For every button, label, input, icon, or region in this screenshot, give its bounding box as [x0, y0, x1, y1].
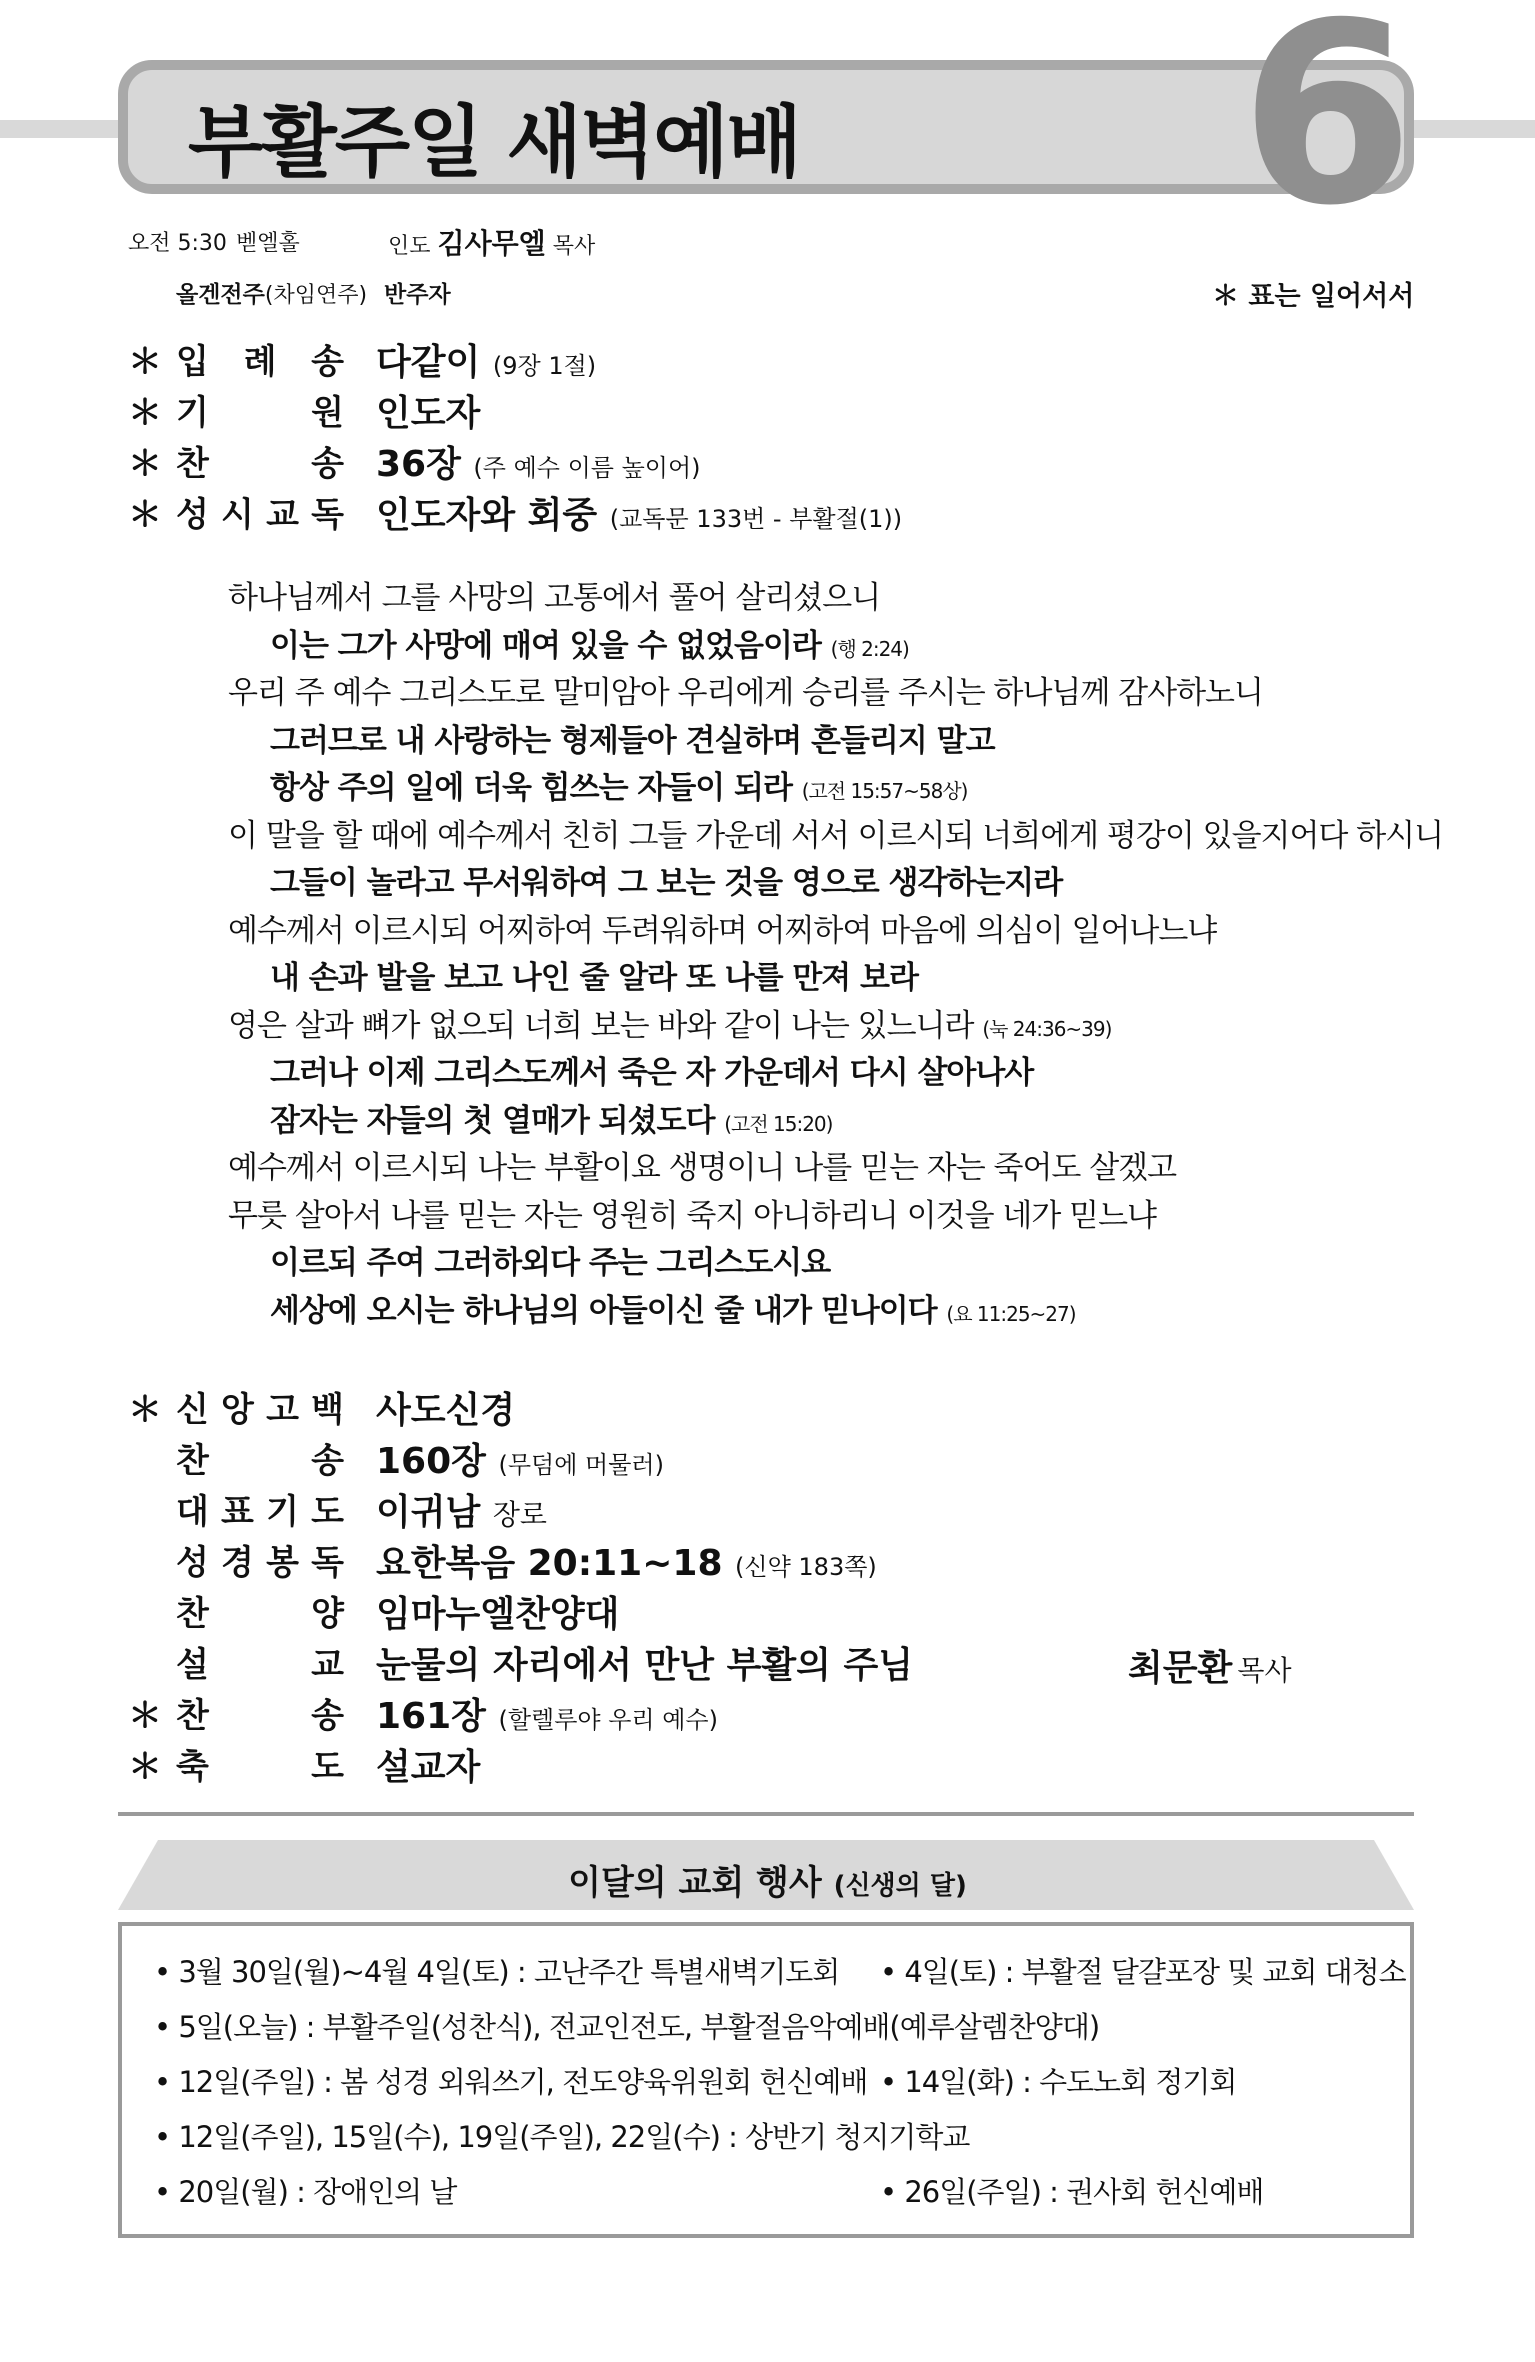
leader-title: 목사 [552, 234, 596, 259]
order-label-char: 고 [266, 1390, 299, 1430]
event-item: • 12일(주일) : 봄 성경 외워쓰기, 전도양육위원회 헌신예배 [154, 2065, 868, 2099]
order-value [376, 385, 480, 436]
standing-note: ＊ 표는 일어서서 [1212, 281, 1415, 312]
leader-name: 김사무엘 [437, 227, 546, 260]
order-label [176, 1688, 344, 1737]
order-label-char: 양 [311, 1594, 344, 1634]
order-label [176, 1586, 344, 1635]
header-line-right [1400, 120, 1535, 138]
standing-mark: ＊ [128, 1747, 162, 1787]
event-item: • 5일(오늘) : 부활주일(성찬식), 전교인전도, 부활절음악예배(예루살렘찬양대) [154, 2010, 1100, 2044]
organist-label: 올겐전주 [176, 282, 265, 308]
order-label [176, 1433, 344, 1482]
leader-role: 인도 [388, 234, 431, 259]
leader-line [228, 667, 1263, 712]
order-label-char: 시 [221, 495, 254, 535]
people-line [270, 715, 995, 760]
leader-line [228, 1000, 1111, 1045]
scripture-reference: (눅 24:36~39) [982, 1016, 1112, 1041]
accompanist-label: 반주자 [384, 282, 451, 308]
standing-mark: ＊ [128, 444, 162, 484]
order-label-char: 앙 [221, 1390, 254, 1430]
order-value-text: 161장 [376, 1696, 486, 1737]
order-label-char: 례 [243, 342, 277, 382]
order-label-char: 교 [266, 495, 299, 535]
event-item: • 4일(토) : 부활절 달걀포장 및 교회 대청소 [880, 1955, 1406, 1989]
leader-line [388, 222, 595, 262]
order-label-char: 기 [266, 1492, 299, 1532]
order-value [376, 1433, 664, 1484]
reading-text: 항상 주의 일에 더욱 힘쓰는 자들이 되라 [270, 770, 792, 806]
preacher [1128, 1640, 1292, 1691]
order-note: (9장 1절) [492, 352, 597, 380]
order-label-char: 입 [176, 342, 209, 382]
leader-line [228, 1190, 1156, 1235]
order-label-char: 송 [311, 444, 344, 484]
order-value [376, 1535, 877, 1586]
event-item: • 14일(화) : 수도노회 정기회 [880, 2065, 1237, 2099]
order-label-char: 기 [176, 393, 209, 433]
standing-mark: ＊ [128, 1696, 162, 1736]
order-value-text: 사도신경 [376, 1390, 516, 1431]
organist-note: (차임연주) [264, 283, 368, 308]
reading-text: 예수께서 이르시되 나는 부활이요 생명이니 나를 믿는 자는 죽어도 살겠고 [228, 1150, 1177, 1186]
order-value [376, 1739, 480, 1790]
standing-mark: ＊ [128, 342, 162, 382]
standing-mark: ＊ [128, 495, 162, 535]
reading-text: 이는 그가 사망에 매여 있을 수 없었음이라 [270, 627, 821, 664]
scripture-reference: (행 2:24) [830, 636, 909, 661]
order-value [376, 436, 701, 487]
scripture-reference: (고전 15:20) [724, 1111, 833, 1136]
reading-text: 그들이 놀라고 무서워하여 그 보는 것을 영으로 생각하는지라 [270, 865, 1063, 901]
scripture-reference: (고전 15:57~58상) [801, 779, 968, 803]
order-value [376, 1484, 547, 1535]
order-value-text: 눈물의 자리에서 만난 부활의 주님 [376, 1645, 913, 1686]
order-note: (교독문 133번 - 부활절(1)) [609, 505, 903, 533]
reading-text: 우리 주 예수 그리스도로 말미암아 우리에게 승리를 주시는 하나님께 감사하노니 [228, 675, 1263, 711]
people-line [270, 1237, 830, 1282]
leader-line [228, 1142, 1176, 1187]
order-note: (신약 183쪽) [735, 1553, 877, 1581]
events-subtitle: (신생의 달) [833, 1871, 967, 1901]
order-note: (주 예수 이름 높이어) [473, 454, 701, 482]
order-label [176, 1535, 344, 1584]
service-time: 오전 5:30 [128, 231, 227, 256]
order-label-char: 표 [221, 1492, 254, 1532]
order-label-char: 도 [311, 1492, 344, 1532]
reading-text: 세상에 오시는 하나님의 아들이신 줄 내가 믿나이다 [270, 1292, 937, 1329]
order-label-char: 독 [311, 1543, 344, 1583]
reading-text: 무릇 살아서 나를 믿는 자는 영원히 죽지 아니하리니 이것을 네가 믿느냐 [228, 1197, 1156, 1234]
leader-line [228, 810, 1443, 855]
page-title: 부활주일 새벽예배 [188, 98, 800, 188]
order-label-char: 설 [176, 1645, 209, 1685]
reading-text: 이르되 주여 그러하외다 주는 그리스도시요 [270, 1245, 831, 1281]
order-label-char: 봉 [266, 1543, 299, 1583]
order-value-text: 요한복음 20:11~18 [376, 1543, 723, 1584]
order-label-char: 축 [176, 1747, 209, 1787]
events-title-text: 이달의 교회 행사 [568, 1863, 822, 1903]
people-line [270, 1047, 1033, 1092]
order-value [376, 1382, 515, 1433]
people-line [270, 1095, 832, 1140]
leader-line [228, 572, 880, 617]
events-title [0, 1855, 1535, 1904]
order-label-char: 원 [311, 393, 344, 433]
people-line [270, 857, 1062, 902]
event-item: • 12일(주일), 15일(수), 19일(주일), 22일(수) : 상반기 청지기학교 [154, 2120, 970, 2154]
order-label-char: 찬 [176, 444, 209, 484]
order-label-char: 교 [311, 1645, 344, 1685]
order-label-char: 경 [221, 1543, 254, 1583]
order-value-text: 160장 [376, 1441, 486, 1482]
order-label-char: 백 [311, 1390, 344, 1430]
order-label-char: 도 [311, 1747, 344, 1787]
people-line [270, 620, 909, 665]
reading-text: 영은 살과 뼈가 없으되 너희 보는 바와 같이 나는 있느니라 [228, 1007, 974, 1044]
order-value-text: 다같이 [376, 342, 481, 383]
order-value [376, 334, 596, 385]
order-value-text: 인도자 [376, 393, 481, 434]
order-label-char: 대 [176, 1492, 209, 1532]
event-item: • 20일(월) : 장애인의 날 [154, 2175, 457, 2209]
preacher-title: 목사 [1237, 1654, 1292, 1687]
order-label [176, 1484, 344, 1533]
scripture-reference: (요 11:25~27) [946, 1301, 1076, 1326]
section-divider [118, 1812, 1414, 1816]
order-label-char: 송 [311, 342, 344, 382]
service-number: 6 [1240, 0, 1414, 260]
reading-text: 내 손과 발을 보고 나인 줄 알라 또 나를 만져 보라 [270, 960, 918, 996]
organist-line [176, 276, 367, 309]
order-value [376, 1586, 619, 1637]
reading-text: 잠자는 자들의 첫 열매가 되셨도다 [270, 1102, 715, 1139]
order-note: (무덤에 머물러) [498, 1451, 664, 1479]
event-item: • 26일(주일) : 권사회 헌신예배 [880, 2175, 1264, 2209]
order-label [176, 1637, 344, 1686]
service-place: 벧엘홀 [236, 231, 300, 256]
order-label-char: 찬 [176, 1594, 209, 1634]
order-label-char: 신 [176, 1390, 209, 1430]
order-value-text: 이귀남 [376, 1492, 481, 1533]
order-label-char: 독 [311, 495, 344, 535]
order-value-title: 장로 [492, 1498, 547, 1531]
order-value-text: 36장 [376, 444, 461, 485]
order-value-text: 설교자 [376, 1747, 481, 1788]
order-label-char: 찬 [176, 1696, 209, 1736]
people-line [270, 952, 918, 997]
order-label-char: 성 [176, 1543, 209, 1583]
order-label [176, 1739, 344, 1788]
order-label-char: 송 [311, 1441, 344, 1481]
order-label-char: 성 [176, 495, 209, 535]
order-label [176, 436, 344, 485]
standing-mark: ＊ [128, 1390, 162, 1430]
leader-line [228, 905, 1216, 950]
order-label [176, 385, 344, 434]
order-note: (할렐루야 우리 예수) [498, 1706, 718, 1734]
header-line-left [0, 120, 130, 138]
people-line [270, 762, 967, 807]
order-value [376, 1688, 718, 1739]
order-value-text: 임마누엘찬양대 [376, 1594, 620, 1635]
order-label-char: 송 [311, 1696, 344, 1736]
order-value [376, 1637, 913, 1688]
reading-text: 하나님께서 그를 사망의 고통에서 풀어 살리셨으니 [228, 580, 881, 616]
standing-mark: ＊ [128, 393, 162, 433]
reading-text: 예수께서 이르시되 어찌하여 두려워하며 어찌하여 마음에 의심이 일어나느냐 [228, 912, 1217, 949]
reading-text: 이 말을 할 때에 예수께서 친히 그들 가운데 서서 이르시되 너희에게 평강이 있을지어다 하시니 [228, 817, 1444, 854]
reading-text: 그러므로 내 사랑하는 형제들아 견실하며 흔들리지 말고 [270, 722, 995, 759]
order-value-text: 인도자와 회중 [376, 495, 598, 536]
order-label [176, 1382, 344, 1431]
order-value [376, 487, 902, 538]
order-label [176, 487, 344, 536]
event-item: • 3월 30일(월)~4월 4일(토) : 고난주간 특별새벽기도회 [154, 1955, 840, 1989]
preacher-name: 최문환 [1128, 1648, 1233, 1689]
order-label [176, 334, 344, 383]
order-label-char: 찬 [176, 1441, 209, 1481]
people-line [270, 1285, 1076, 1330]
reading-text: 그러나 이제 그리스도께서 죽은 자 가운데서 다시 살아나사 [270, 1055, 1034, 1091]
